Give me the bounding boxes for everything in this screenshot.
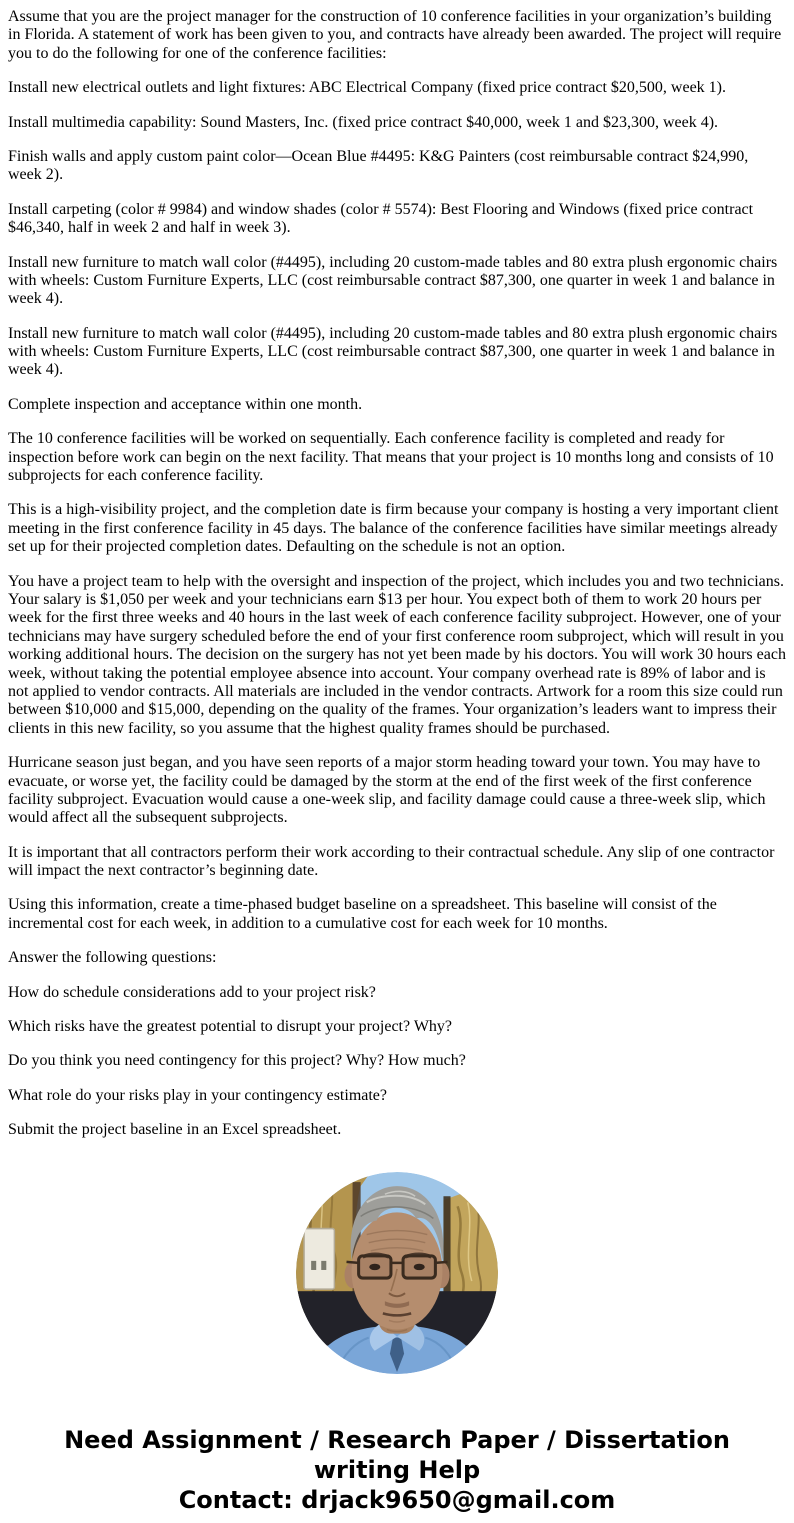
contact-email-line: Contact: drjack9650@gmail.com: [178, 1485, 616, 1514]
questions-intro: Answer the following questions:: [8, 949, 217, 967]
footer-advertisement: [8, 1425, 786, 1515]
question-risk-role: What role do your risks play in your contingency estimate?: [8, 1086, 388, 1104]
team-details: You have a project team to help with the oversight and inspection of the project, which includes you and two technicians. Your salary is $1,050 per week and your technicians earn $13 per hour. You expect both of them to work 20 hours per week for the first three weeks and 40 hours in the last week of each conference facility subproject. However, one of your technicians may have surgery scheduled before the end of your first conference room subproject, which will result in you working additional hours. The decision on the surgery has not yet been made by his doctors. You will work 30 hours each week, without taking the potential employee absence into account. Your company overhead rate is 89% of labor and is not applied to vendor contracts. All materials are included in the vendor contracts. Artwork for a room this size could run between $10,000 and $15,000, depending on the quality of the frames. Your organization’s leaders want to impress their clients in this new facility, so you assume that the highest quality frames should be purchased.: [8, 572, 786, 737]
submit-instruction: Submit the project baseline in an Excel spreadsheet.: [8, 1121, 342, 1139]
task-furniture-duplicate: Install new furniture to match wall color (#4495), including 20 custom-made tables and 80 extra plush ergonomic chairs with wheels: Custom Furniture Experts, LLC (cost reimbursable contract $87,300, one quarter in week 1 and balance in week 4).: [8, 324, 778, 379]
question-contingency: Do you think you need contingency for this project? Why? How much?: [8, 1052, 466, 1070]
task-furniture: Install new furniture to match wall color (#4495), including 20 custom-made tables and 80 extra plush ergonomic chairs with wheels: Custom Furniture Experts, LLC (cost reimbursable contract $87,300, one quarter in week 1 and balance in week 4).: [8, 253, 778, 308]
task-electrical: Install new electrical outlets and light fixtures: ABC Electrical Company (fixed price contract $20,500, week 1).: [8, 79, 726, 97]
intro-paragraph: Assume that you are the project manager for the construction of 10 conference facilities in your organization’s building in Florida. A statement of work has been given to you, and contracts have already been awarded. The project will require you to do the following for one of the conference facilities:: [8, 8, 782, 62]
task-multimedia: Install multimedia capability: Sound Masters, Inc. (fixed price contract $40,000, week 1 and $23,300, week 4).: [8, 113, 719, 131]
sequence-note: The 10 conference facilities will be worked on sequentially. Each conference facility is completed and ready for inspection before work can begin on the next facility. That means that your project is 10 months long and consists of 10 subprojects for each conference facility.: [8, 430, 774, 485]
help-heading-line2: writing Help: [313, 1455, 481, 1484]
person-photo-avatar: [296, 1172, 498, 1374]
task-inspection: Complete inspection and acceptance within one month.: [8, 395, 363, 413]
help-heading-line1: Need Assignment / Research Paper / Dissertation: [64, 1425, 730, 1454]
budget-instruction: Using this information, create a time-phased budget baseline on a spreadsheet. This baseline will consist of the incremental cost for each week, in addition to a cumulative cost for each week for 10 months.: [8, 896, 717, 932]
question-greatest-risks: Which risks have the greatest potential to disrupt your project? Why?: [8, 1018, 453, 1036]
task-carpet-shades: Install carpeting (color # 9984) and window shades (color # 5574): Best Flooring and Windows (fixed price contract $46,340, half in week 2 and half in week 3).: [8, 200, 754, 237]
avatar-container: [8, 1172, 786, 1379]
assignment-document: [8, 8, 786, 1140]
task-paint: Finish walls and apply custom paint color—Ocean Blue #4495: K&G Painters (cost reimbursable contract $24,990, week 2).: [8, 147, 749, 184]
question-schedule-risk: How do schedule considerations add to your project risk?: [8, 983, 376, 1001]
contractor-schedule-note: It is important that all contractors perform their work according to their contractual schedule. Any slip of one contractor will impact the next contractor’s beginning date.: [8, 843, 775, 880]
visibility-note: This is a high-visibility project, and the completion date is firm because your company is hosting a very important client meeting in the first conference facility in 45 days. The balance of the conference facilities have similar meetings already set up for their projected completion dates. Defaulting on the schedule is not an option.: [8, 501, 779, 556]
hurricane-risk: Hurricane season just began, and you have seen reports of a major storm heading toward your town. You may have to evacuate, or worse yet, the facility could be damaged by the storm at the end of the first week of the first conference facility subproject. Evacuation would cause a one-week slip, and facility damage could cause a three-week slip, which would affect all the subsequent subprojects.: [8, 754, 766, 827]
